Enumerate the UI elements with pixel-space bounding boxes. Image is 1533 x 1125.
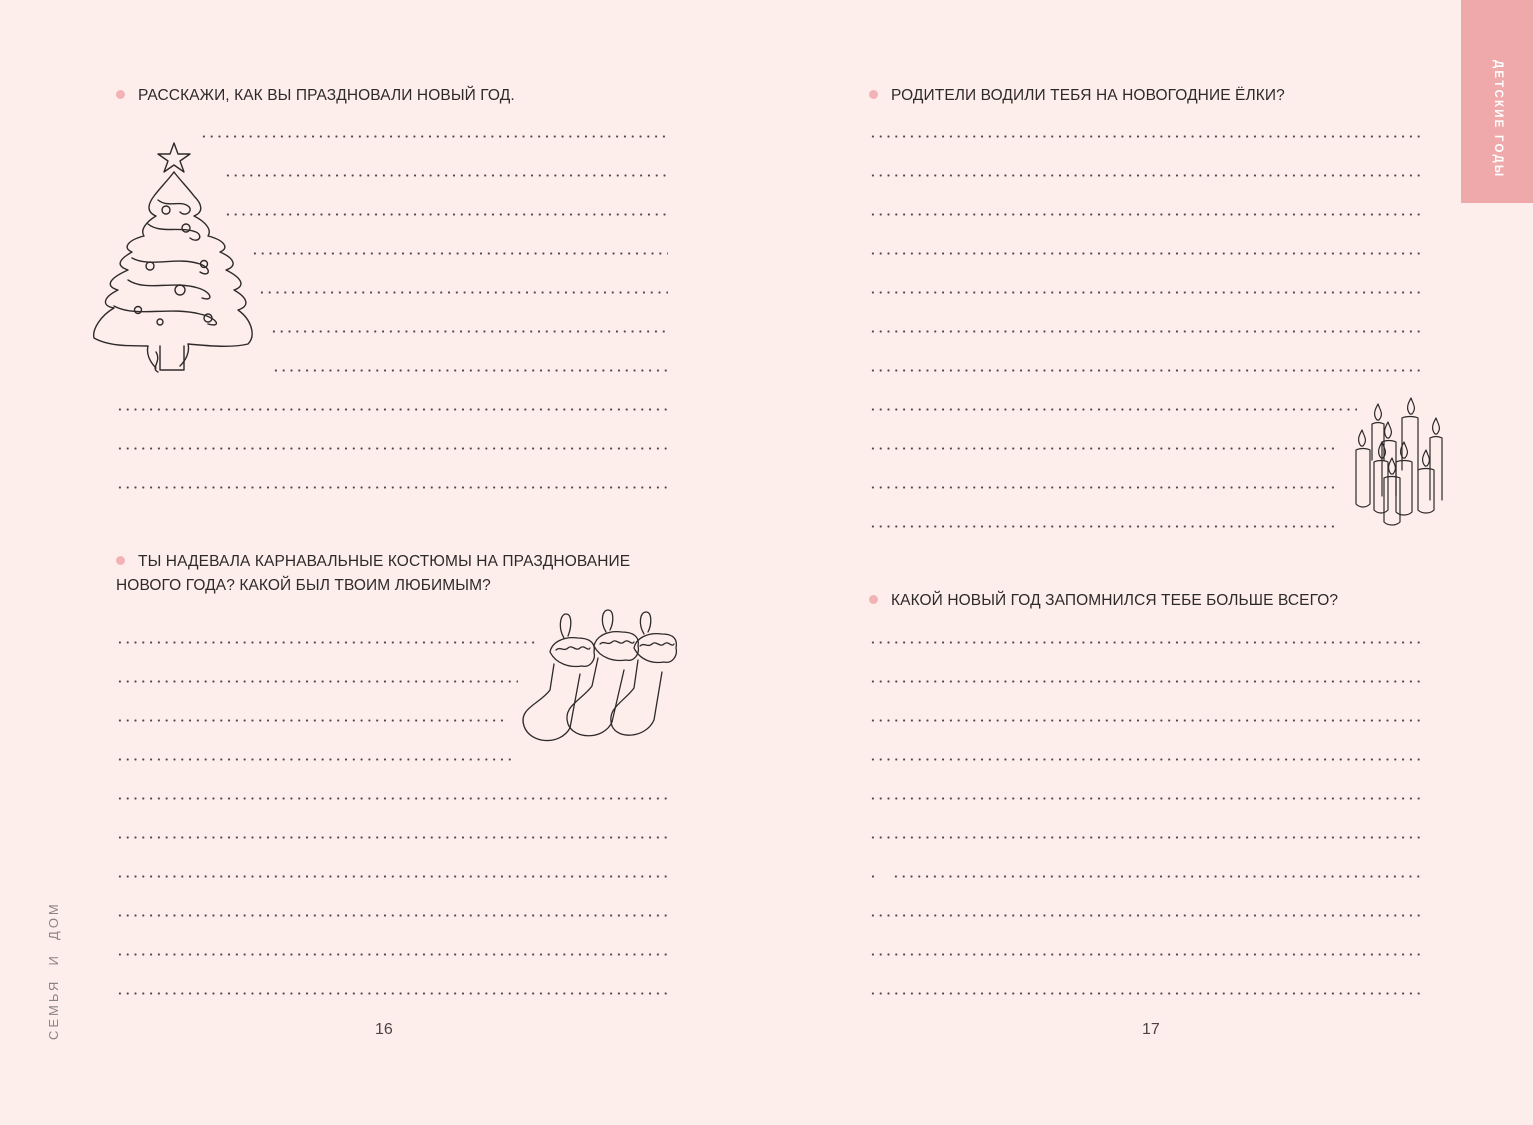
left-page <box>0 0 766 1125</box>
section-side-label: СЕМЬЯ И ДОМ <box>46 901 61 1040</box>
answer-line[interactable] <box>869 680 1421 683</box>
page-number-left: 16 <box>375 1021 393 1038</box>
question-costumes <box>116 550 676 598</box>
answer-line[interactable] <box>200 135 668 138</box>
answer-line[interactable] <box>869 486 1335 489</box>
bullet-icon <box>116 556 125 565</box>
answer-line[interactable] <box>869 719 1421 722</box>
answer-line[interactable] <box>869 992 1421 995</box>
question-text: КАКОЙ НОВЫЙ ГОД ЗАПОМНИЛСЯ ТЕБЕ БОЛЬШЕ ВСЕГО? <box>891 592 1339 609</box>
answer-line[interactable] <box>116 680 518 683</box>
answer-line[interactable] <box>116 797 668 800</box>
answer-line[interactable] <box>116 719 508 722</box>
answer-line[interactable] <box>869 174 1421 177</box>
answer-line[interactable] <box>869 447 1335 450</box>
answer-line[interactable] <box>224 174 668 177</box>
question-celebration <box>138 84 515 108</box>
answer-line[interactable] <box>224 213 668 216</box>
question-text-line-1: ТЫ НАДЕВАЛА КАРНАВАЛЬНЫЕ КОСТЮМЫ НА ПРАЗДНОВАНИЕ <box>138 553 631 570</box>
answer-line[interactable] <box>116 992 668 995</box>
question-text: РОДИТЕЛИ ВОДИЛИ ТЕБЯ НА НОВОГОДНИЕ ЁЛКИ? <box>891 87 1285 104</box>
answer-line[interactable] <box>116 953 668 956</box>
answer-line[interactable] <box>116 875 668 878</box>
answer-line[interactable] <box>869 758 1421 761</box>
right-page <box>766 0 1533 1125</box>
answer-line[interactable] <box>869 291 1421 294</box>
bullet-icon <box>869 90 878 99</box>
answer-line[interactable] <box>869 875 877 878</box>
answer-line[interactable] <box>869 953 1421 956</box>
christmas-stockings-icon <box>520 608 680 753</box>
answer-line[interactable] <box>869 525 1335 528</box>
question-new-year-trees <box>891 84 1285 108</box>
candles-icon <box>1350 396 1454 535</box>
answer-line[interactable] <box>892 875 1421 878</box>
bullet-icon <box>869 595 878 604</box>
section-tab[interactable] <box>1461 0 1533 203</box>
answer-line[interactable] <box>270 330 668 333</box>
answer-line[interactable] <box>116 758 514 761</box>
answer-line[interactable] <box>116 914 668 917</box>
answer-line[interactable] <box>869 252 1421 255</box>
answer-line[interactable] <box>258 291 668 294</box>
section-tab-label: ДЕТСКИЕ ГОДЫ <box>1492 60 1504 179</box>
question-text-line-2: НОВОГО ГОДА? КАКОЙ БЫЛ ТВОИМ ЛЮБИМЫМ? <box>116 577 491 594</box>
answer-line[interactable] <box>116 641 536 644</box>
answer-line[interactable] <box>869 369 1421 372</box>
answer-line[interactable] <box>869 836 1421 839</box>
christmas-tree-icon <box>88 140 258 380</box>
answer-line[interactable] <box>116 836 668 839</box>
question-text: РАССКАЖИ, КАК ВЫ ПРАЗДНОВАЛИ НОВЫЙ ГОД. <box>138 87 515 104</box>
answer-line[interactable] <box>251 252 668 255</box>
bullet-icon <box>116 90 125 99</box>
question-memorable-new-year <box>891 589 1338 613</box>
answer-line[interactable] <box>116 408 668 411</box>
answer-line[interactable] <box>869 213 1421 216</box>
answer-line[interactable] <box>116 486 668 489</box>
answer-line[interactable] <box>869 330 1421 333</box>
answer-line[interactable] <box>869 135 1421 138</box>
answer-line[interactable] <box>869 408 1357 411</box>
page-number-right: 17 <box>1142 1021 1160 1038</box>
answer-line[interactable] <box>116 447 668 450</box>
answer-line[interactable] <box>869 641 1421 644</box>
answer-line[interactable] <box>272 369 668 372</box>
answer-line[interactable] <box>869 797 1421 800</box>
answer-line[interactable] <box>869 914 1421 917</box>
